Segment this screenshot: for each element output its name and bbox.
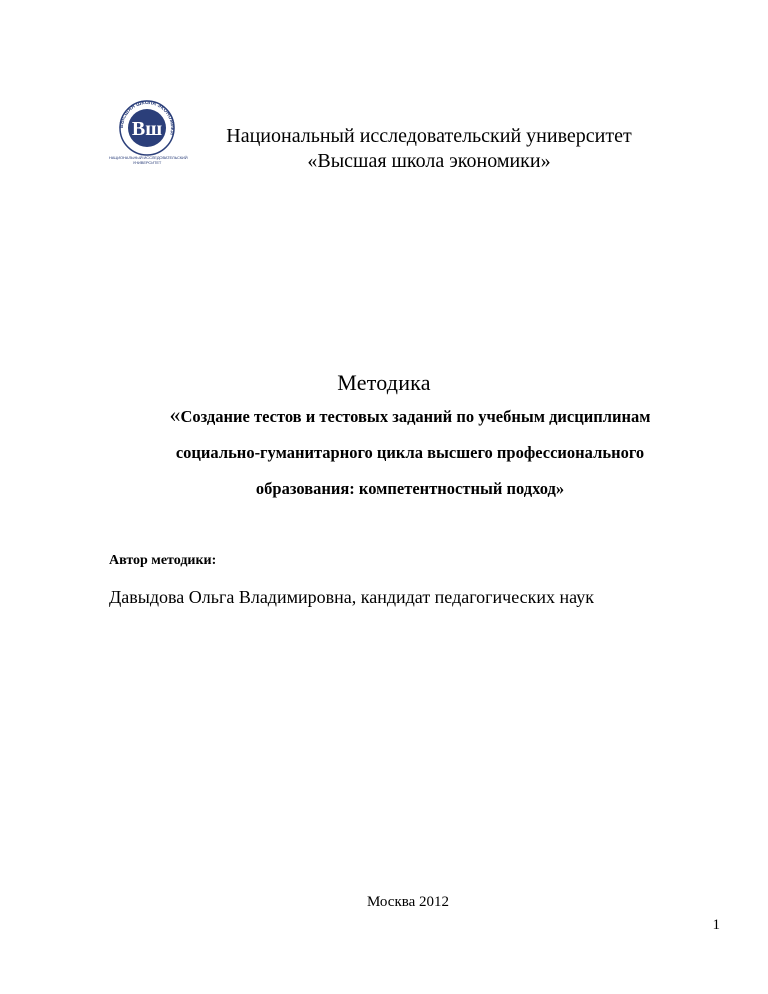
document-type: Методика — [337, 370, 431, 395]
university-name-line2: «Высшая школа экономики» — [307, 150, 551, 172]
city-year: Москва 2012 — [366, 894, 450, 910]
document-title-line3: образования: компетентностный подход» — [255, 479, 565, 498]
logo-caption — [109, 155, 188, 165]
logo-caption-line1: НАЦИОНАЛЬНЫЙ ИССЛЕДОВАТЕЛЬСКИЙ — [109, 155, 188, 160]
hse-logo-icon — [109, 100, 185, 156]
author-name: Давыдова Ольга Владимировна, кандидат педагогических наук — [109, 587, 594, 607]
title-open-quote: « — [169, 402, 181, 427]
logo-ring-text: ВЫСШАЯ ШКОЛА ЭКОНОМИКИ — [118, 100, 176, 136]
university-name — [180, 124, 678, 174]
document-title-line2: социально-гуманитарного цикла высшего профессионального — [175, 443, 645, 462]
page-number: 1 — [712, 917, 720, 933]
logo-monogram: Вш — [131, 118, 163, 140]
logo-caption-line2: УНИВЕРСИТЕТ — [132, 160, 162, 165]
title-line1-text: Создание тестов и тестовых заданий по учебным дисциплинам — [180, 407, 651, 426]
author-label: Автор методики: — [109, 553, 217, 568]
university-name-line1: Национальный исследовательский университет — [226, 125, 632, 147]
document-title-line1 — [100, 397, 720, 435]
hse-logo — [109, 100, 188, 166]
document-title — [100, 397, 720, 507]
